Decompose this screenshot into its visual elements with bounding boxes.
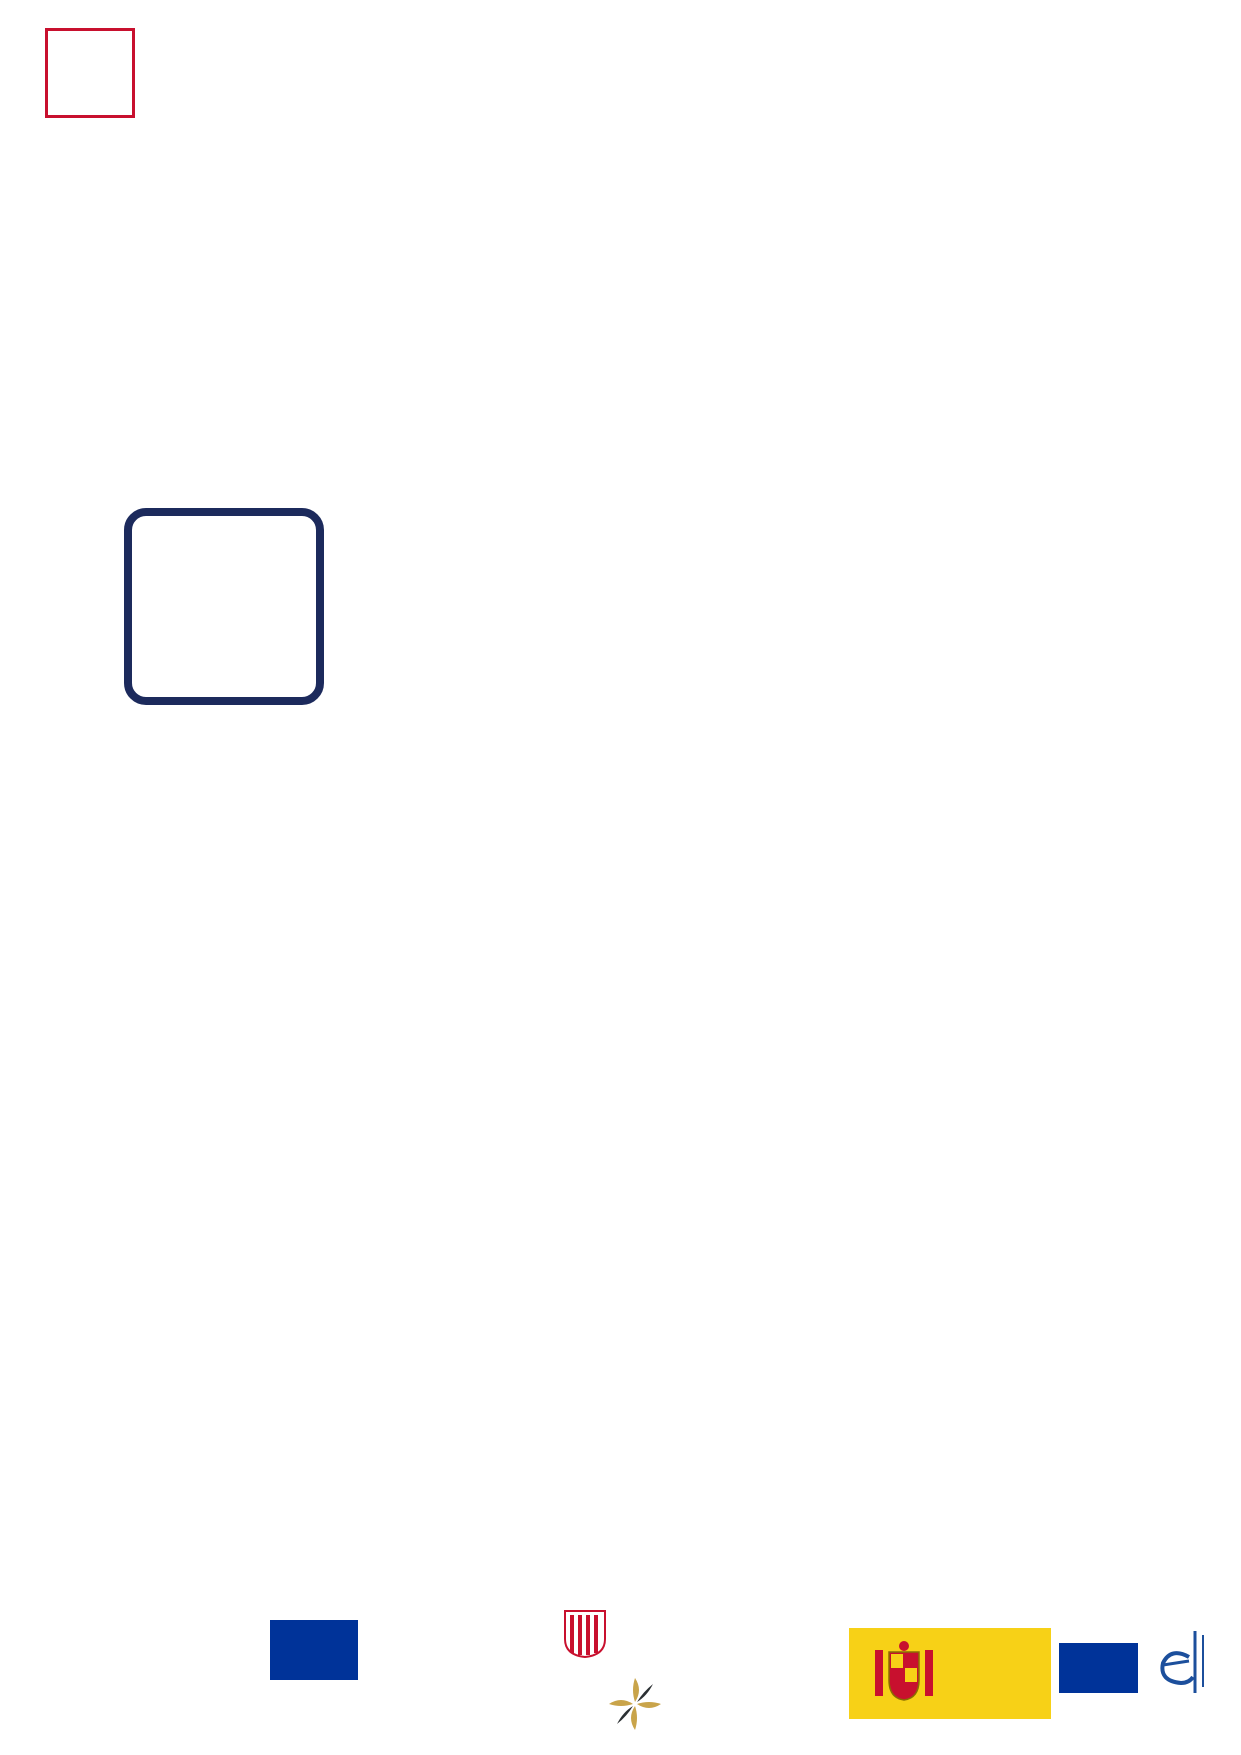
date-badge	[124, 508, 324, 705]
ministry-logo	[849, 1628, 1051, 1719]
icrea-icon	[603, 1672, 667, 1736]
aei-icon	[1151, 1627, 1211, 1697]
decorative-lines-bottom	[0, 1570, 250, 1755]
generalitat-icon	[563, 1609, 607, 1659]
decorative-lines-top	[620, 0, 1241, 172]
eu-flag-icon	[1059, 1643, 1138, 1693]
program	[355, 520, 1090, 552]
eu-flag-icon	[270, 1620, 358, 1680]
spain-shield-icon	[871, 1640, 937, 1706]
upf-logo	[45, 28, 135, 118]
